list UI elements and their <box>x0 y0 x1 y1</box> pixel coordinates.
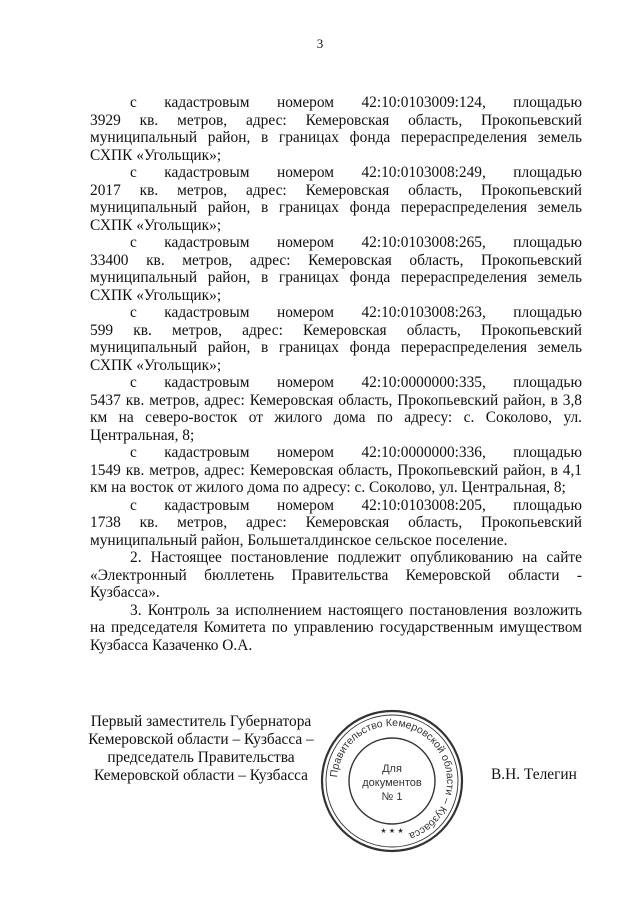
plot-label: кадастровым <box>164 94 250 111</box>
area-label: площадью <box>513 374 582 391</box>
clause-3: 3. Контроль за исполнением настоящего постановления возложить на председателя Комитета по управлению государственным имуществом Кузбасса Казаченко О.А. <box>90 601 582 654</box>
area-label: площадью <box>513 444 582 461</box>
plot-prefix: с <box>130 94 137 111</box>
area-label: площадью <box>513 304 582 321</box>
cadastral-number: 42:10:0000000:335, <box>361 374 486 391</box>
plot-label2: номером <box>276 234 334 251</box>
area-label: площадью <box>513 94 582 111</box>
plot-label2: номером <box>276 164 334 181</box>
plot-label: кадастровым <box>164 234 250 251</box>
plot-label2: номером <box>276 444 334 461</box>
official-stamp <box>317 706 467 856</box>
signatory-title-line: Кемеровской области – Кузбасса – <box>88 731 314 748</box>
plot-item <box>90 304 582 374</box>
plot-item <box>90 444 582 497</box>
plot-description: 599 кв. метров, адрес: Кемеровская область, Прокопьевский муниципальный район, в границах фонда перераспределения земель СХПК «Угольщик»; <box>90 321 582 374</box>
stamp-center-line: документов <box>362 777 422 789</box>
plot-prefix: с <box>130 234 137 251</box>
plot-description: 3929 кв. метров, адрес: Кемеровская область, Прокопьевский муниципальный район, в границах фонда перераспределения земель СХПК «Угольщик»; <box>90 111 582 164</box>
plot-description: 1549 кв. метров, адрес: Кемеровская область, Прокопьевский район, в 4,1 км на восток от жилого дома по адресу: с. Соколово, ул. Центральная, 8; <box>90 461 582 496</box>
cadastral-number: 42:10:0103009:124, <box>361 94 486 111</box>
plot-description: 2017 кв. метров, адрес: Кемеровская область, Прокопьевский муниципальный район, в границах фонда перераспределения земель СХПК «Угольщик»; <box>90 181 582 234</box>
cadastral-number: 42:10:0103008:249, <box>361 164 486 181</box>
page-number: 3 <box>316 36 324 51</box>
signatory-title-line: Кемеровской области – Кузбасса <box>93 767 309 784</box>
plot-label2: номером <box>276 304 334 321</box>
stamp-center-line: Для <box>382 763 402 775</box>
area-label: площадью <box>513 164 582 181</box>
plot-prefix: с <box>130 374 137 391</box>
plot-label2: номером <box>276 94 334 111</box>
plot-label2: номером <box>276 374 334 391</box>
signatory-name: В.Н. Телегин <box>491 766 577 783</box>
plot-prefix: с <box>130 496 137 514</box>
plot-description: 5437 кв. метров, адрес: Кемеровская область, Прокопьевский район, в 3,8 км на северо-восток от жилого дома по адресу: с. Соколово, ул. Центральная, 8; <box>90 391 582 444</box>
plot-label: кадастровым <box>164 496 250 514</box>
plot-item <box>90 234 582 304</box>
clause-2: 2. Настоящее постановление подлежит опубликованию на сайте «Электронный бюллетень Правительства Кемеровской области - Кузбасса». <box>90 549 582 601</box>
plot-item <box>90 497 582 550</box>
plot-label: кадастровым <box>164 374 250 391</box>
area-label: площадью <box>513 234 582 251</box>
plot-prefix: с <box>130 304 137 321</box>
plot-item <box>90 374 582 444</box>
signatory-title <box>88 713 314 785</box>
plot-description: 33400 кв. метров, адрес: Кемеровская область, Прокопьевский муниципальный район, в границах фонда перераспределения земель СХПК «Угольщик»; <box>90 251 582 304</box>
plot-label: кадастровым <box>164 164 250 181</box>
plot-prefix: с <box>130 444 137 461</box>
plot-label2: номером <box>276 496 334 514</box>
signatory-title-line: председатель Правительства <box>107 749 295 766</box>
stamp-ring-text: Правительство Кемеровской области – Кузбасса <box>328 716 457 843</box>
cadastral-number: 42:10:0000000:336, <box>361 444 486 461</box>
stamp-center-line: № 1 <box>381 791 403 803</box>
plot-description: 1738 кв. метров, адрес: Кемеровская область, Прокопьевский муниципальный район, Большеталдинское сельское поселение. <box>90 514 582 549</box>
cadastral-number: 42:10:0103008:263, <box>361 304 486 321</box>
plot-label: кадастровым <box>164 444 250 461</box>
cadastral-number: 42:10:0103008:205, <box>361 496 486 514</box>
document-body <box>90 94 582 654</box>
area-label: площадью <box>513 496 582 514</box>
signatory-title-line: Первый заместитель Губернатора <box>90 713 312 730</box>
plot-item <box>90 94 582 164</box>
cadastral-number: 42:10:0103008:265, <box>361 234 486 251</box>
stamp-stars: ★ ★ ★ <box>380 827 404 835</box>
plot-label: кадастровым <box>164 304 250 321</box>
plot-item <box>90 164 582 234</box>
plot-prefix: с <box>130 164 137 181</box>
